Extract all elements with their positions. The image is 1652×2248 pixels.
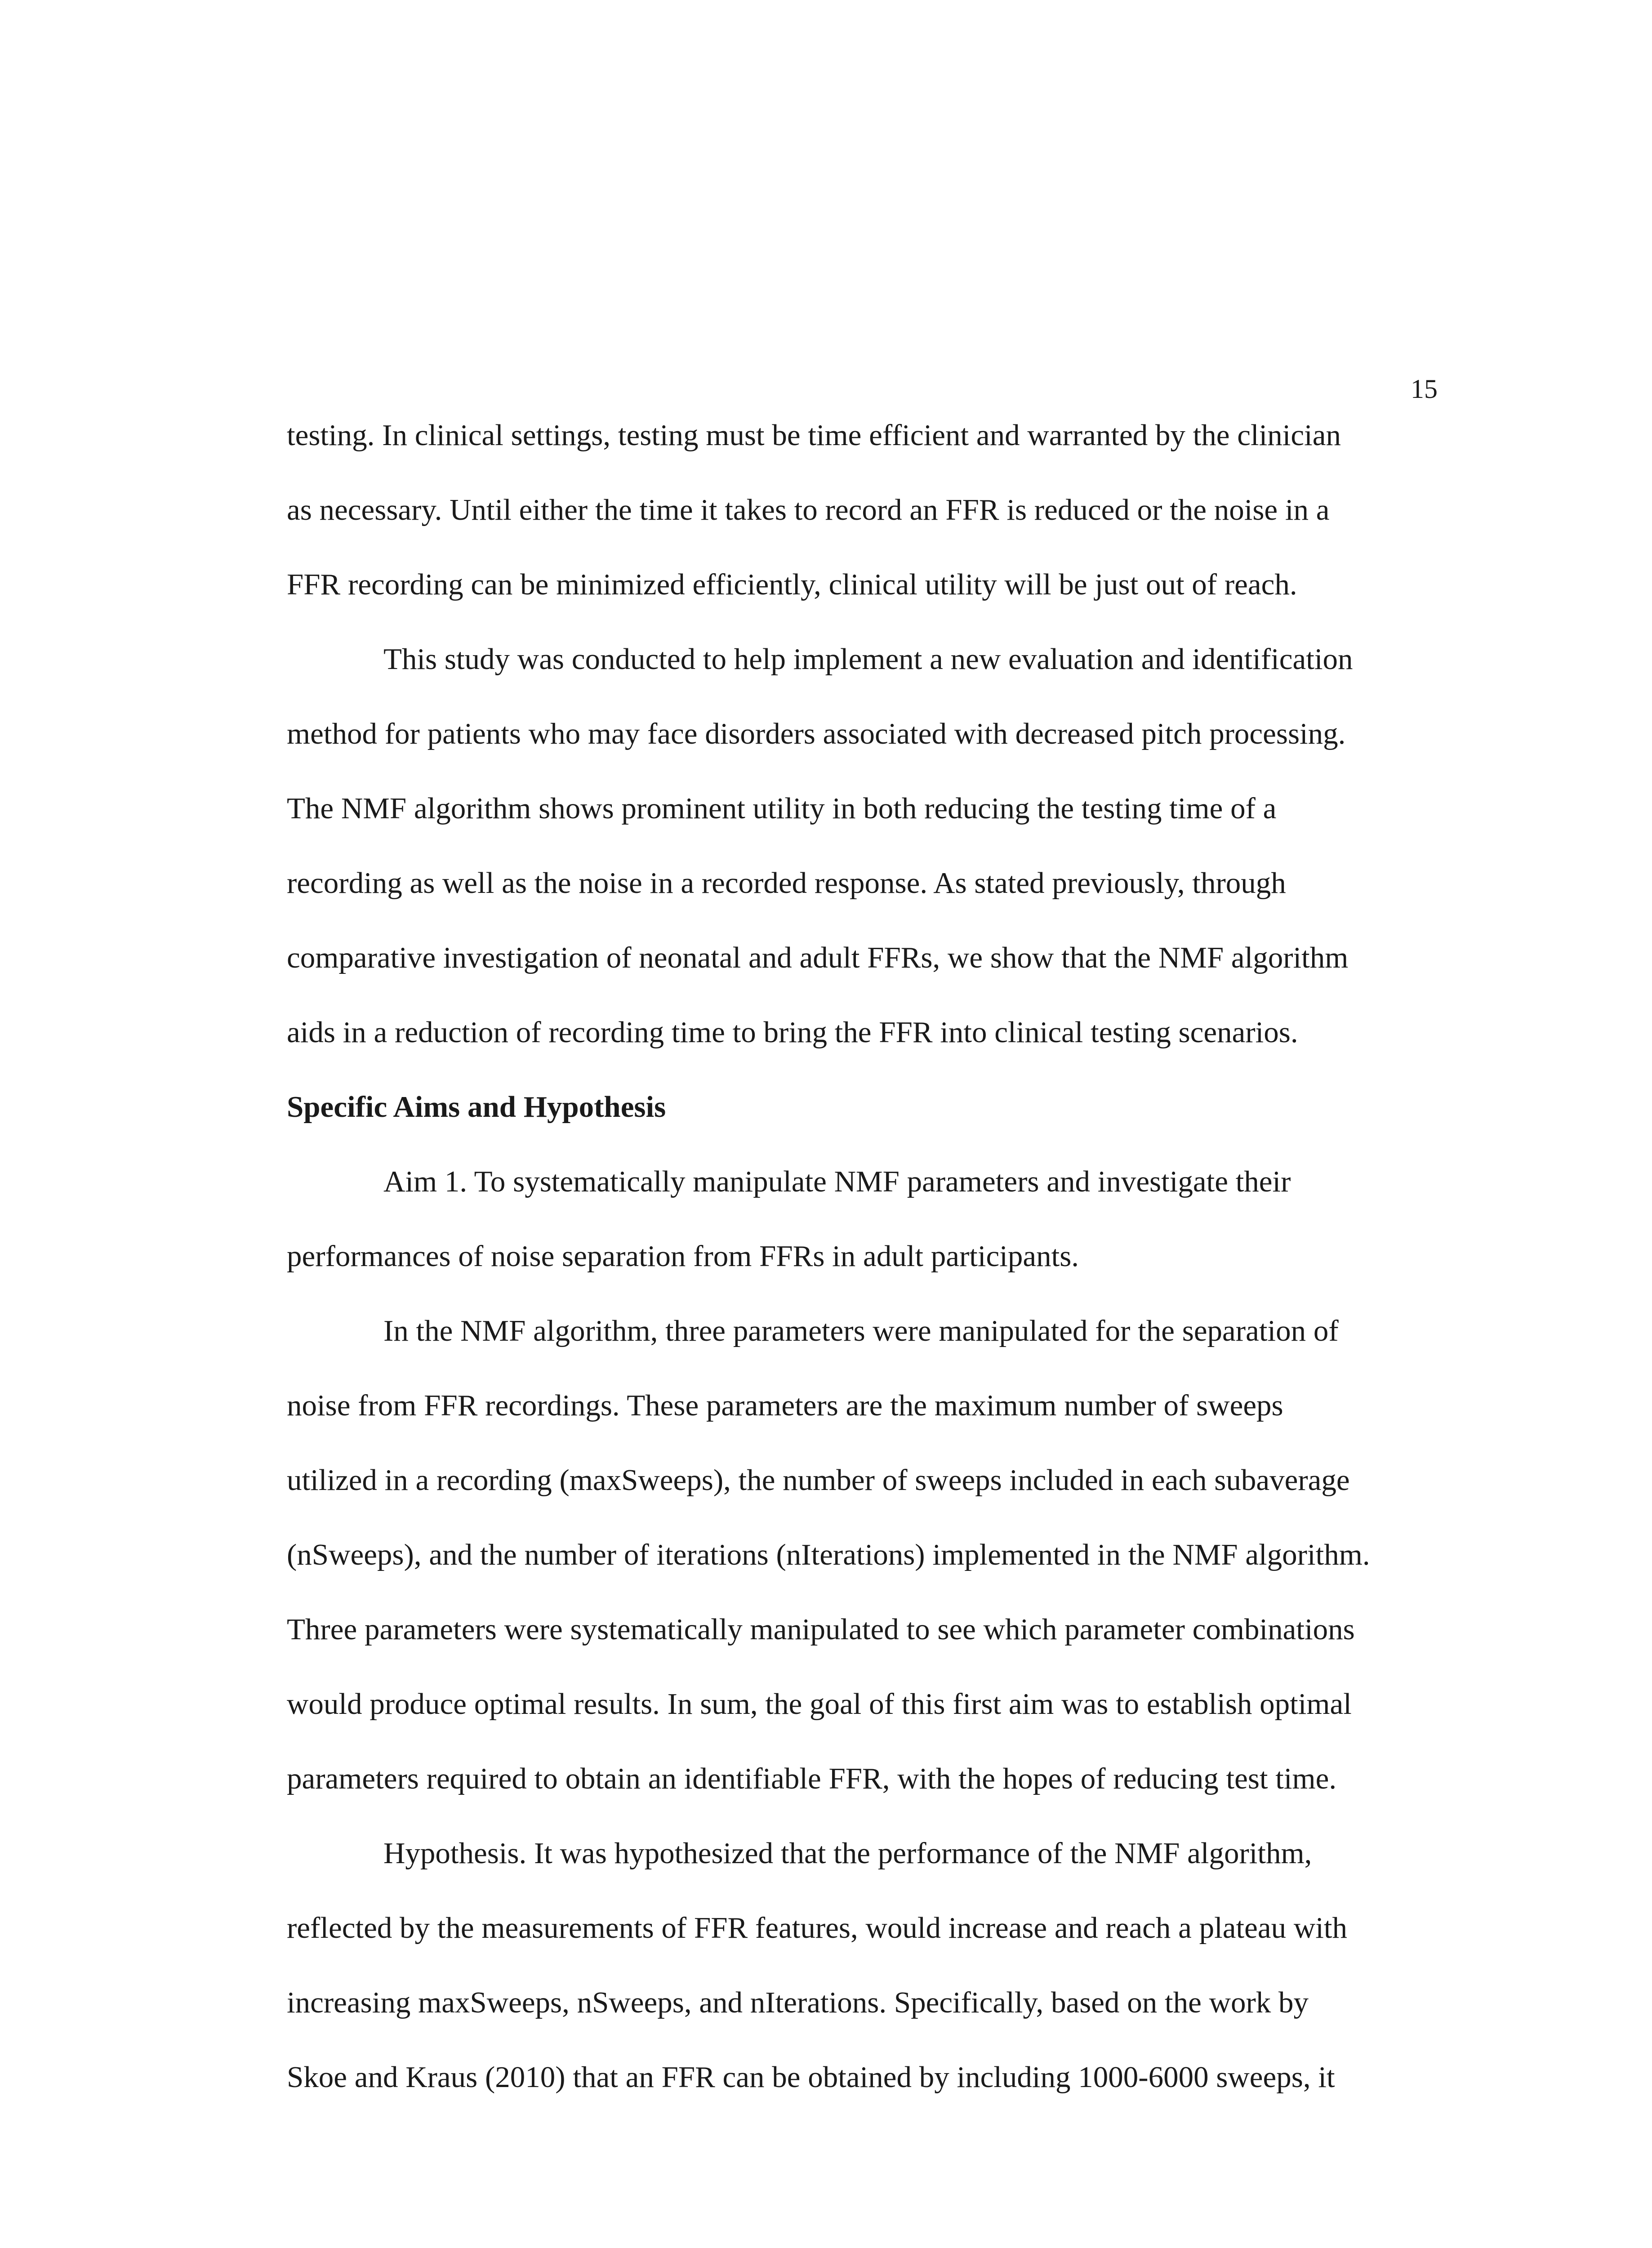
body-line: Three parameters were systematically manipulated to see which parameter combinations bbox=[287, 1613, 1355, 1646]
body-line: recording as well as the noise in a recorded response. As stated previously, through bbox=[287, 866, 1286, 900]
paragraph-start-line: This study was conducted to help implement a new evaluation and identification bbox=[383, 642, 1353, 676]
paragraph-start-line: In the NMF algorithm, three parameters were manipulated for the separation of bbox=[383, 1314, 1339, 1347]
body-line: comparative investigation of neonatal and adult FFRs, we show that the NMF algorithm bbox=[287, 941, 1349, 974]
page-number: 15 bbox=[1411, 374, 1438, 404]
body-line: aids in a reduction of recording time to bring the FFR into clinical testing scenarios. bbox=[287, 1016, 1298, 1049]
body-line: utilized in a recording (maxSweeps), the number of sweeps included in each subaverage bbox=[287, 1463, 1350, 1497]
body-line: as necessary. Until either the time it takes to record an FFR is reduced or the noise in a bbox=[287, 493, 1330, 526]
aim-heading-line: Aim 1. To systematically manipulate NMF parameters and investigate their bbox=[383, 1165, 1291, 1198]
body-line: increasing maxSweeps, nSweeps, and nIterations. Specifically, based on the work by bbox=[287, 1986, 1309, 2019]
body-line: The NMF algorithm shows prominent utility in both reducing the testing time of a bbox=[287, 792, 1277, 825]
section-heading: Specific Aims and Hypothesis bbox=[287, 1090, 666, 1124]
body-line: method for patients who may face disorders associated with decreased pitch processing. bbox=[287, 717, 1346, 750]
body-line: performances of noise separation from FFRs in adult participants. bbox=[287, 1240, 1079, 1273]
hypothesis-heading-line: Hypothesis. It was hypothesized that the performance of the NMF algorithm, bbox=[383, 1837, 1312, 1870]
body-line: reflected by the measurements of FFR features, would increase and reach a plateau with bbox=[287, 1911, 1347, 1945]
body-line: FFR recording can be minimized efficiently, clinical utility will be just out of reach. bbox=[287, 568, 1297, 601]
body-line: (nSweeps), and the number of iterations (nIterations) implemented in the NMF algorithm. bbox=[287, 1538, 1370, 1571]
document-body bbox=[287, 398, 1447, 2114]
body-line: testing. In clinical settings, testing must be time efficient and warranted by the clinician bbox=[287, 419, 1341, 452]
body-line: parameters required to obtain an identifiable FFR, with the hopes of reducing test time. bbox=[287, 1762, 1337, 1795]
body-line: noise from FFR recordings. These parameters are the maximum number of sweeps bbox=[287, 1389, 1283, 1422]
body-line: Skoe and Kraus (2010) that an FFR can be obtained by including 1000-6000 sweeps, it bbox=[287, 2061, 1335, 2094]
body-line: would produce optimal results. In sum, the goal of this first aim was to establish optimal bbox=[287, 1687, 1352, 1721]
